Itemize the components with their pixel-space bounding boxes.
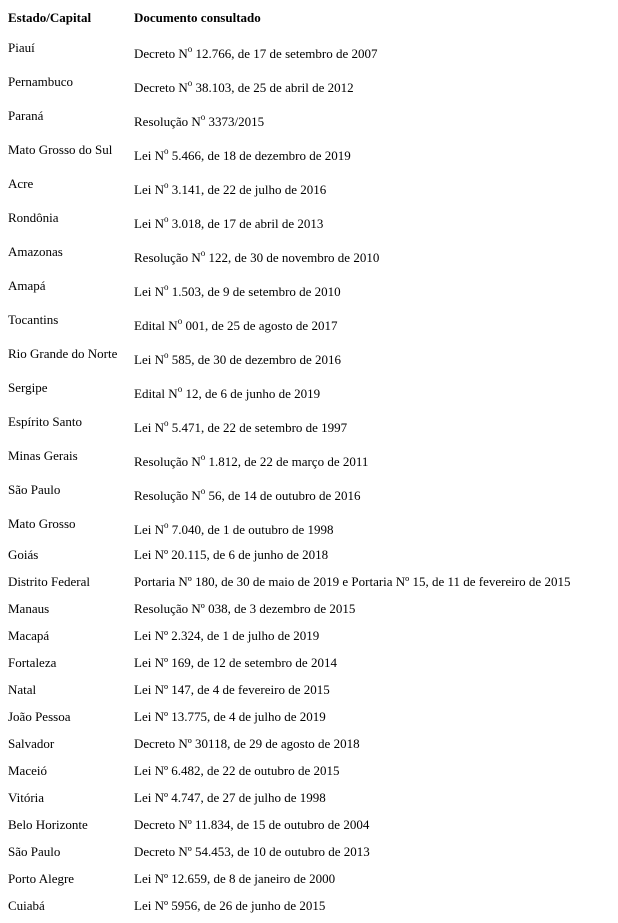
document-text: Decreto $N^o$ 12.766, de 17 de setembro de 2007: [134, 44, 378, 61]
table-row: [0, 817, 618, 837]
state-name: Cuiabá: [8, 898, 45, 913]
state-name: João Pessoa: [8, 709, 71, 724]
state-name: Goiás: [8, 547, 39, 562]
document-text: Lei Nº 12.659, de 8 de janeiro de 2000: [134, 871, 336, 886]
table-header: [0, 10, 618, 26]
document-text: Resolução $N^o$ 1.812, de 22 de março de 2011: [134, 452, 369, 469]
document-text: Decreto Nº 54.453, de 10 de outubro de 2013: [134, 844, 370, 859]
state-name: Rio Grande do Norte: [8, 346, 118, 361]
state-name: Minas Gerais: [8, 448, 78, 463]
document-text: Lei Nº 6.482, de 22 de outubro de 2015: [134, 763, 340, 778]
document-text: Lei $N^o$ 5.471, de 22 de setembro de 1997: [134, 418, 348, 435]
state-name: Tocantins: [8, 312, 59, 327]
state-name: Acre: [8, 176, 34, 191]
table-row: [0, 380, 618, 400]
document-text: Lei $N^o$ 3.141, de 22 de julho de 2016: [134, 180, 327, 197]
state-name: Amapá: [8, 278, 46, 293]
header-estado-capital: Estado/Capital: [8, 10, 92, 25]
document-text: Lei Nº 4.747, de 27 de julho de 1998: [134, 790, 326, 805]
state-name: Amazonas: [8, 244, 63, 259]
document-text: Decreto Nº 11.834, de 15 de outubro de 2004: [134, 817, 370, 832]
table-row: [0, 346, 618, 366]
table-row: [0, 763, 618, 783]
table-row: [0, 244, 618, 264]
document-text: Resolução Nº 038, de 3 dezembro de 2015: [134, 601, 356, 616]
state-name: Porto Alegre: [8, 871, 75, 886]
table-row: [0, 790, 618, 810]
document-text: Portaria Nº 180, de 30 de maio de 2019 e Portaria Nº 15, de 11 de fevereiro de 2015: [134, 574, 571, 589]
table-row: [0, 655, 618, 675]
document-text: Lei Nº 169, de 12 de setembro de 2014: [134, 655, 337, 670]
document-text: Resolução $N^o$ 122, de 30 de novembro de 2010: [134, 248, 380, 265]
state-name: Piauí: [8, 40, 35, 55]
state-name: Mato Grosso: [8, 516, 76, 531]
state-name: Salvador: [8, 736, 55, 751]
document-text: Resolução $N^o$ 56, de 14 de outubro de 2016: [134, 486, 361, 503]
state-name: São Paulo: [8, 482, 61, 497]
document-text: Decreto $N^o$ 38.103, de 25 de abril de 2012: [134, 78, 354, 95]
document-text: Lei Nº 20.115, de 6 de junho de 2018: [134, 547, 329, 562]
state-name: Distrito Federal: [8, 574, 90, 589]
document-text: Lei $N^o$ 1.503, de 9 de setembro de 2010: [134, 282, 341, 299]
document-text: Decreto Nº 30118, de 29 de agosto de 2018: [134, 736, 360, 751]
table-row: [0, 898, 618, 918]
document-text: Lei Nº 147, de 4 de fevereiro de 2015: [134, 682, 330, 697]
table-row: [0, 210, 618, 230]
table-row: [0, 176, 618, 196]
table-row: [0, 312, 618, 332]
document-text: Edital $N^o$ 12, de 6 de junho de 2019: [134, 384, 321, 401]
table-row: [0, 844, 618, 864]
table-row: [0, 414, 618, 434]
state-name: Rondônia: [8, 210, 59, 225]
table-row: [0, 278, 618, 298]
document-text: Lei $N^o$ 5.466, de 18 de dezembro de 2019: [134, 146, 351, 163]
table-row: [0, 108, 618, 128]
document-text: Lei $N^o$ 7.040, de 1 de outubro de 1998: [134, 520, 334, 537]
state-name: Espírito Santo: [8, 414, 83, 429]
table-row: [0, 448, 618, 468]
table-row: [0, 736, 618, 756]
table-row: [0, 574, 618, 594]
table-row: [0, 628, 618, 648]
table-row: [0, 482, 618, 502]
state-name: Paraná: [8, 108, 44, 123]
state-name: Manaus: [8, 601, 50, 616]
table-row: [0, 516, 618, 536]
table-row: [0, 682, 618, 702]
document-text: Lei $N^o$ 585, de 30 de dezembro de 2016: [134, 350, 342, 367]
table-row: [0, 74, 618, 94]
state-name: São Paulo: [8, 844, 61, 859]
table-row: [0, 709, 618, 729]
document-text: Lei Nº 5956, de 26 de junho de 2015: [134, 898, 326, 913]
state-name: Mato Grosso do Sul: [8, 142, 113, 157]
state-name: Belo Horizonte: [8, 817, 88, 832]
state-name: Natal: [8, 682, 37, 697]
state-name: Fortaleza: [8, 655, 57, 670]
table-row: [0, 142, 618, 162]
document-text: Resolução $N^o$ 3373/2015: [134, 112, 265, 129]
state-name: Macapá: [8, 628, 50, 643]
document-text: Lei Nº 13.775, de 4 de julho de 2019: [134, 709, 326, 724]
document-text: Edital $N^o$ 001, de 25 de agosto de 2017: [134, 316, 338, 333]
state-name: Sergipe: [8, 380, 48, 395]
state-name: Maceió: [8, 763, 47, 778]
table-row: [0, 40, 618, 60]
table-row: [0, 547, 618, 567]
state-name: Vitória: [8, 790, 45, 805]
state-name: Pernambuco: [8, 74, 73, 89]
table-row: [0, 601, 618, 621]
table-row: [0, 871, 618, 891]
document-text: Lei Nº 2.324, de 1 de julho de 2019: [134, 628, 320, 643]
header-documento-consultado: Documento consultado: [134, 10, 261, 25]
document-text: Lei $N^o$ 3.018, de 17 de abril de 2013: [134, 214, 324, 231]
